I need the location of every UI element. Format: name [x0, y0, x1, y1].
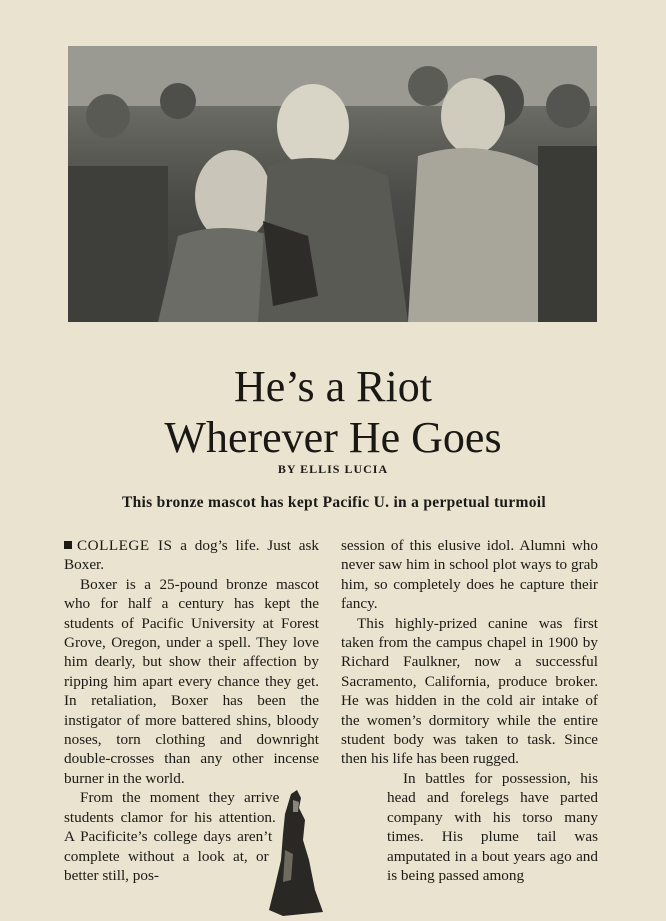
bullet-icon: [64, 541, 72, 549]
left-paragraph-2: Boxer is a 25-pound bronze mascot who for half a century has kept the students of Pacific University at Forest Grove, Oregon, under a spell. They love him dearly, but show their affection by ripping him apart every chance they get. In retaliation, Boxer has been the instigator of more battered shins, bloody noses, torn clothing and downright double-crosses than any other incense burner in the world.: [64, 575, 319, 787]
right-paragraph-3: [341, 769, 598, 885]
right-paragraph-2: This highly-prized canine was first taken from the campus chapel in 1900 by Richard Faulkner, now a successful Sacramento, California, produce broker. He was hidden in the cold air intake of the women’s dormitory while the entire student body was taken to task. Since then his life has been rugged.: [341, 614, 598, 768]
byline: BY ELLIS LUCIA: [277, 462, 389, 476]
left-column: [64, 536, 319, 918]
left-paragraph-1-text: a dog’s life. Just ask Boxer.: [64, 537, 319, 574]
right-paragraph-1: session of this elusive idol. Alumni who never saw him in school plot ways to grab him, so completely does he capture their fancy.: [341, 537, 598, 613]
article-title-line2: Wherever He Goes: [164, 413, 502, 462]
left-paragraph-1: [64, 536, 319, 575]
left-paragraph-3-text: From the moment they arrive students clamor for his attention. A Pacificite’s college days aren’t complete without a look at, or better still, pos-: [64, 789, 280, 884]
right-paragraph-3-text: In battles for possession, his head and forelegs have parted company with his torso many times. His plume tail was amputated in a bout years ago and is being passed among: [387, 769, 598, 884]
article-title-line1: He’s a Riot: [234, 362, 432, 411]
lead-in: COLLEGE IS: [77, 537, 173, 554]
crowd-photo-illustration: [68, 46, 597, 322]
left-paragraph-3: [64, 788, 319, 885]
right-column: [341, 536, 598, 897]
crowd-photo: [68, 46, 597, 322]
subtitle: This bronze mascot has kept Pacific U. in a perpetual turmoil: [121, 494, 547, 511]
mascot-wrap-spacer: [335, 769, 381, 897]
